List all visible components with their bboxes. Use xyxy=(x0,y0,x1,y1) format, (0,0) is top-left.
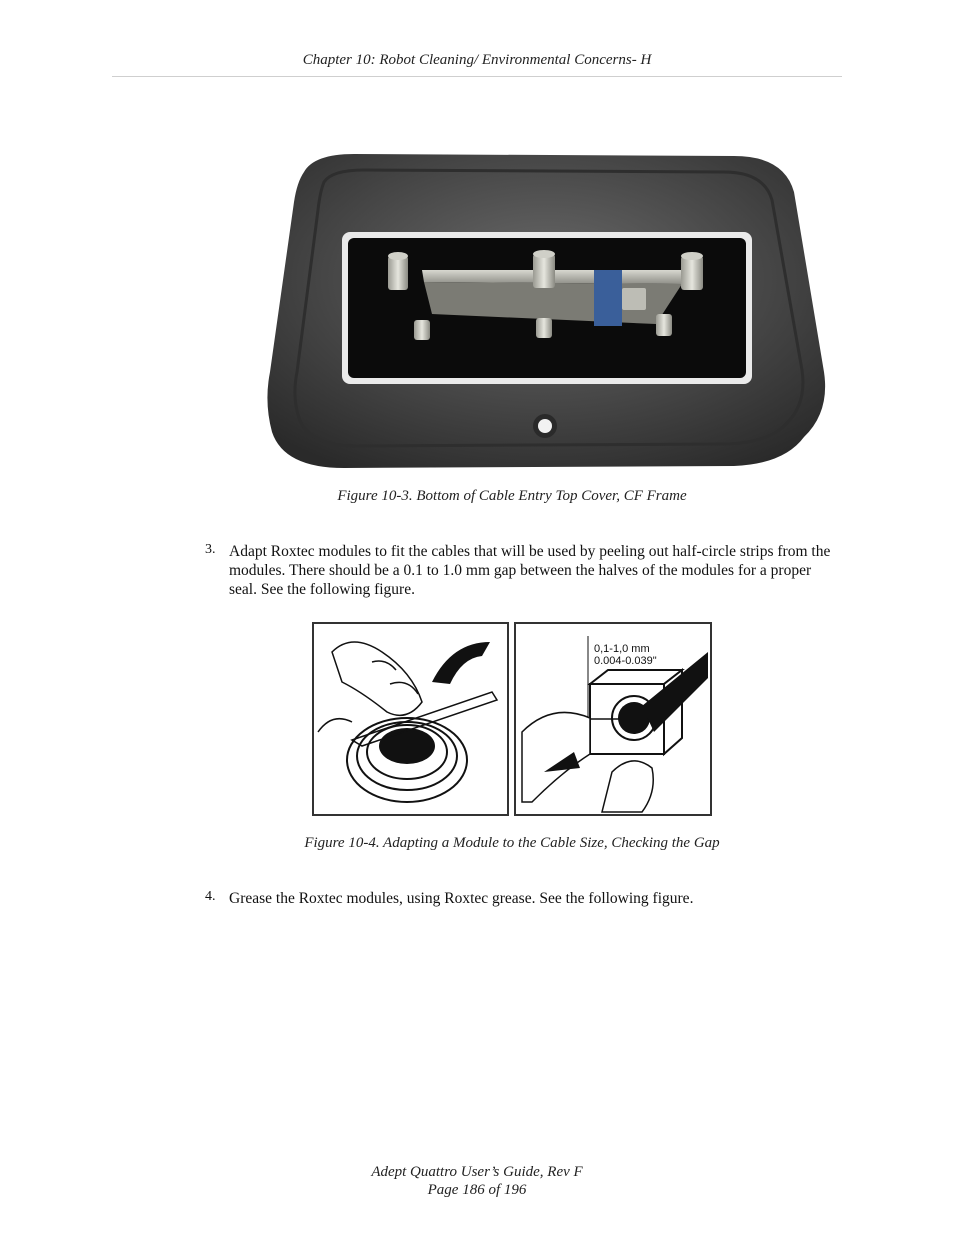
header-divider xyxy=(112,76,842,77)
cable-entry-cover-photo xyxy=(264,152,830,470)
gap-label-imperial: 0.004-0.039" xyxy=(594,655,657,667)
step-text: Grease the Roxtec modules, using Roxtec grease. See the following figure. xyxy=(229,890,694,907)
figure-caption: Figure 10-3. Bottom of Cable Entry Top Cover, CF Frame xyxy=(337,488,687,504)
step-number: 4. xyxy=(205,889,216,904)
figure-caption: Figure 10-4. Adapting a Module to the Cable Size, Checking the Gap xyxy=(304,835,720,851)
step-number: 3. xyxy=(205,542,216,557)
module-adaptation-illustration xyxy=(312,622,712,816)
footer-title: Adept Quattro User’s Guide, Rev F xyxy=(371,1164,583,1180)
page-number: Page 186 of 196 xyxy=(427,1182,527,1198)
page-footer xyxy=(112,1163,842,1199)
gap-label-metric: 0,1-1,0 mm xyxy=(594,643,650,655)
page-header: Chapter 10: Robot Cleaning/ Environmental Concerns- H xyxy=(302,52,652,68)
step-text: Adapt Roxtec modules to fit the cables that will be used by peeling out half-circle strips from the modules. There should be a 0.1 to 1.0 mm gap between the halves of the modules for a proper seal. See the following figure. xyxy=(229,543,831,598)
